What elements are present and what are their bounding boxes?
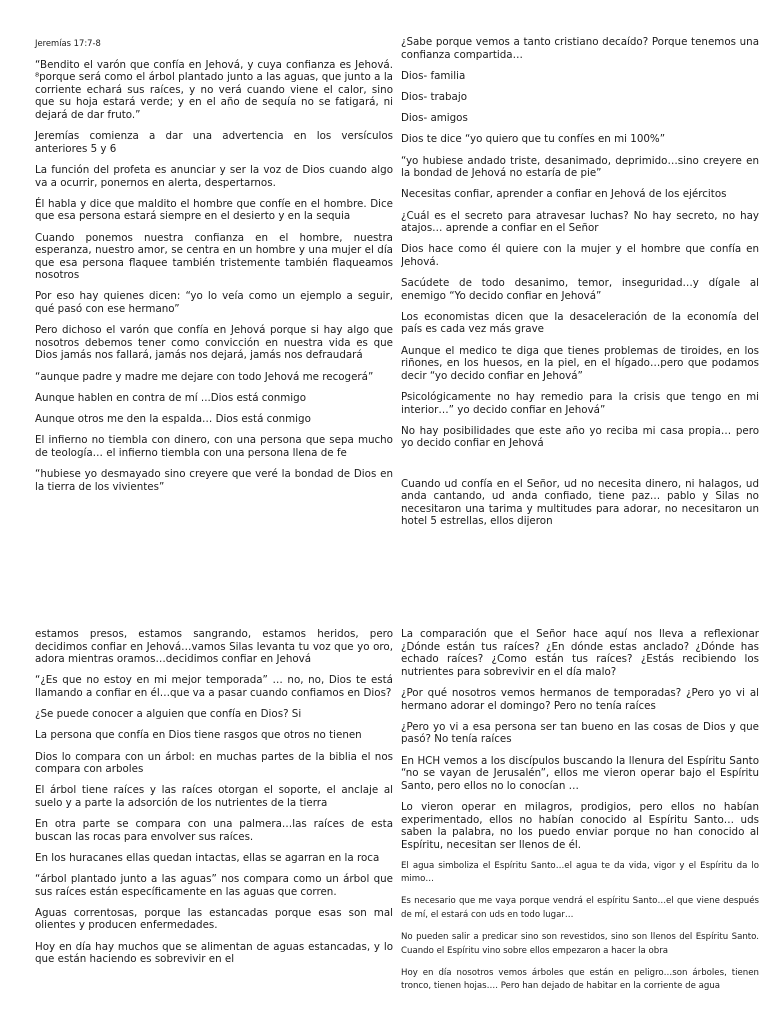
scripture-reference: Jeremías 17:7-8 (35, 38, 101, 48)
paragraph: Aunque otros me den la espalda… Dios está conmigo (35, 413, 311, 425)
paragraph: Necesitas confiar, aprender a confiar en Jehová de los ejércitos (401, 188, 727, 201)
paragraph: ¿Por qué nosotros vemos hermanos de temporadas? ¿Pero yo vi al hermano adorar el domingo? Pero no tenía raíces (401, 686, 759, 712)
paragraph-small: No pueden salir a predicar sino son revestidos, sino son llenos del Espíritu Santo. Cuando el Espíritu vino sobre ellos empezaron a hacer la obra (401, 932, 759, 956)
paragraph-small: Hoy en día nosotros vemos árboles que están en peligro…son árboles, tienen tronco, tienen hojas…. Pero han dejado de habitar en la corriente de agua (401, 967, 759, 992)
paragraph: En otra parte se compara con una palmera…las raíces de esta buscan las rocas para envolver sus raíces. (35, 818, 393, 843)
paragraph: En HCH vemos a los discípulos buscando la llenura del Espíritu Santo “no se vayan de Jerusalén”, ellos me vieron operar bajo el Espíritu Santo, pero ellos no lo conocían … (401, 754, 759, 792)
paragraph: Hoy en día hay muchos que se alimentan de aguas estancadas, y lo que están haciendo es sobrevivir en el (35, 940, 393, 966)
paragraph: Sacúdete de todo desanimo, temor, inseguridad…y dígale al enemigo “Yo decido confiar en Jehová” (401, 277, 759, 302)
column-top-right (401, 36, 759, 553)
paragraph: Él habla y dice que maldito el hombre que confíe en el hombre. Dice que esa persona estará siempre en el desierto y en la sequia (35, 197, 393, 223)
paragraph: Dios hace como él quiere con la mujer y el hombre que confía en Jehová. (401, 243, 759, 268)
paragraph: “yo hubiese andado triste, desanimado, deprimido…sino creyere en la bondad de Jehová no estaría de pie” (401, 154, 759, 180)
paragraph-small: Es necesario que me vaya porque vendrá el espíritu Santo…el que viene después de mí, el estará con uds en todo lugar… (401, 896, 759, 920)
paragraph: Psicológicamente no hay remedio para la crisis que tengo en mi interior…” yo decido confiar en Jehová” (401, 391, 759, 416)
paragraph: “hubiese yo desmayado sino creyere que veré la bondad de Dios en la tierra de los vivientes” (35, 467, 393, 493)
paragraph: La persona que confía en Dios tiene rasgos que otros no tienen (35, 729, 362, 742)
paragraph: ¿Sabe porque vemos a tanto cristiano decaído? Porque tenemos una confianza compartida… (401, 36, 759, 61)
paragraph: Dios lo compara con un árbol: en muchas partes de la biblia el nos compara con arboles (35, 750, 393, 776)
paragraph: No hay posibilidades que este año yo reciba mi casa propia… pero yo decido confiar en Jehová (401, 424, 759, 450)
paragraph: La función del profeta es anunciar y ser la voz de Dios cuando algo va a ocurrir, ponernos en alerta, despertarnos. (35, 163, 393, 189)
paragraph: Los economistas dicen que la desaceleración de la economía del país es cada vez más grave (401, 310, 759, 336)
paragraph: ¿Pero yo vi a esa persona ser tan bueno en las cosas de Dios y que pasó? No tenía raíces (401, 720, 759, 746)
paragraph: estamos presos, estamos sangrando, estamos heridos, pero decidimos confiar en Jehová…vamos Silas levanta tu voz que yo oro, adora mientras oramos…decidimos confiar en Jehová (35, 628, 393, 666)
column-bottom-left (35, 628, 393, 1024)
paragraph: “Bendito el varón que confía en Jehová, y cuya confianza es Jehová. ⁸porque será como el árbol plantado junto a las aguas, que junto a la corriente echará sus raíces, y no verá cuando viene el calor, sino que su hoja estará verde; y en el año de sequía no se fatigará, ni dejará de dar fruto.” (35, 58, 393, 121)
paragraph: Aguas correntosas, porque las estancadas porque esas son mal olientes y producen enfermedades. (35, 906, 393, 932)
paragraph: “árbol plantado junto a las aguas” nos compara como un árbol que sus raíces están específicamente en las aguas que corren. (35, 873, 393, 898)
paragraph: Por eso hay quienes dicen: “yo lo veía como un ejemplo a seguir, qué pasó con ese hermano” (35, 290, 393, 316)
paragraph: ¿Cuál es el secreto para atravesar luchas? No hay secreto, no hay atajos… aprende a confiar en el Señor (401, 209, 759, 235)
paragraph: En los huracanes ellas quedan intactas, ellas se agarran en la roca (35, 851, 380, 864)
paragraph: Cuando ponemos nuestra confianza en el hombre, nuestra esperanza, nuestro amor, se centra en un hombre y una mujer el día que esa persona flaquee también tristemente también flaqueamos nosotros (35, 231, 393, 282)
paragraph: ¿Se puede conocer a alguien que confía en Dios? Si (35, 708, 302, 721)
paragraph: Lo vieron operar en milagros, prodigios, pero ellos no habían experimentado, ellos no habían conocido al Espíritu Santo… uds saben la palabra, no los puedo enviar porque no han conocido al Espíritu, necesitan ser llenos de él. (401, 800, 759, 851)
paragraph: Dios te dice “yo quiero que tu confíes en mi 100%” (401, 133, 666, 146)
paragraph: El árbol tiene raíces y las raíces otorgan el soporte, el anclaje al suelo y a parte la adsorción de los nutrientes de la tierra (35, 784, 393, 809)
column-top-left (35, 37, 393, 502)
paragraph: La comparación que el Señor hace aquí nos lleva a reflexionar ¿Dónde están tus raíces? ¿En dónde estas anclado? ¿Dónde has echado raíces? ¿Como están tus raíces? ¿Estás recibiendo los nutrientes para sobrevivir en el día malo? (401, 628, 759, 678)
paragraph-small: El agua simboliza el Espíritu Santo…el agua te da vida, vigor y el Espíritu da lo mimo… (401, 860, 759, 885)
paragraph: “aunque padre y madre me dejare con todo Jehová me recogerá” (35, 370, 374, 383)
paragraph: Dios- trabajo (401, 90, 468, 103)
spacer (401, 459, 759, 478)
paragraph: Pero dichoso el varón que confía en Jehová porque si hay algo que nosotros debemos tener como convicción en nuestra vida es que Dios jamás nos fallará, jamás nos dejará, jamás nos defraudará (35, 324, 393, 362)
paragraph: “¿Es que no estoy en mi mejor temporada” … no, no, Dios te está llamando a confiar en él…que va a pasar cuando confiamos en Dios? (35, 674, 393, 699)
paragraph: Dios- familia (401, 69, 466, 82)
paragraph: Cuando ud confía en el Señor, ud no necesita dinero, ni halagos, ud anda cantando, ud anda confiado, tiene paz… pablo y Silas no necesitaron una tarima y multitudes para adorar, no necesitaron un hotel 5 estrellas, ellos dijeron (401, 477, 759, 528)
paragraph: El infierno no tiembla con dinero, con una persona que sepa mucho de teología… el infierno tiembla con una persona llena de fe (35, 434, 393, 459)
paragraph: Aunque el medico te diga que tienes problemas de tiroides, en los riñones, en los huesos, en la piel, en el hígado…pero que podamos decir “yo decido confiar en Jehová” (401, 344, 759, 382)
paragraph: Jeremías comienza a dar una advertencia en los versículos anteriores 5 y 6 (35, 130, 393, 155)
paragraph: Aunque hablen en contra de mí ...Dios está conmigo (35, 391, 306, 404)
paragraph: Dios- amigos (401, 112, 468, 125)
column-bottom-right (401, 628, 759, 1024)
